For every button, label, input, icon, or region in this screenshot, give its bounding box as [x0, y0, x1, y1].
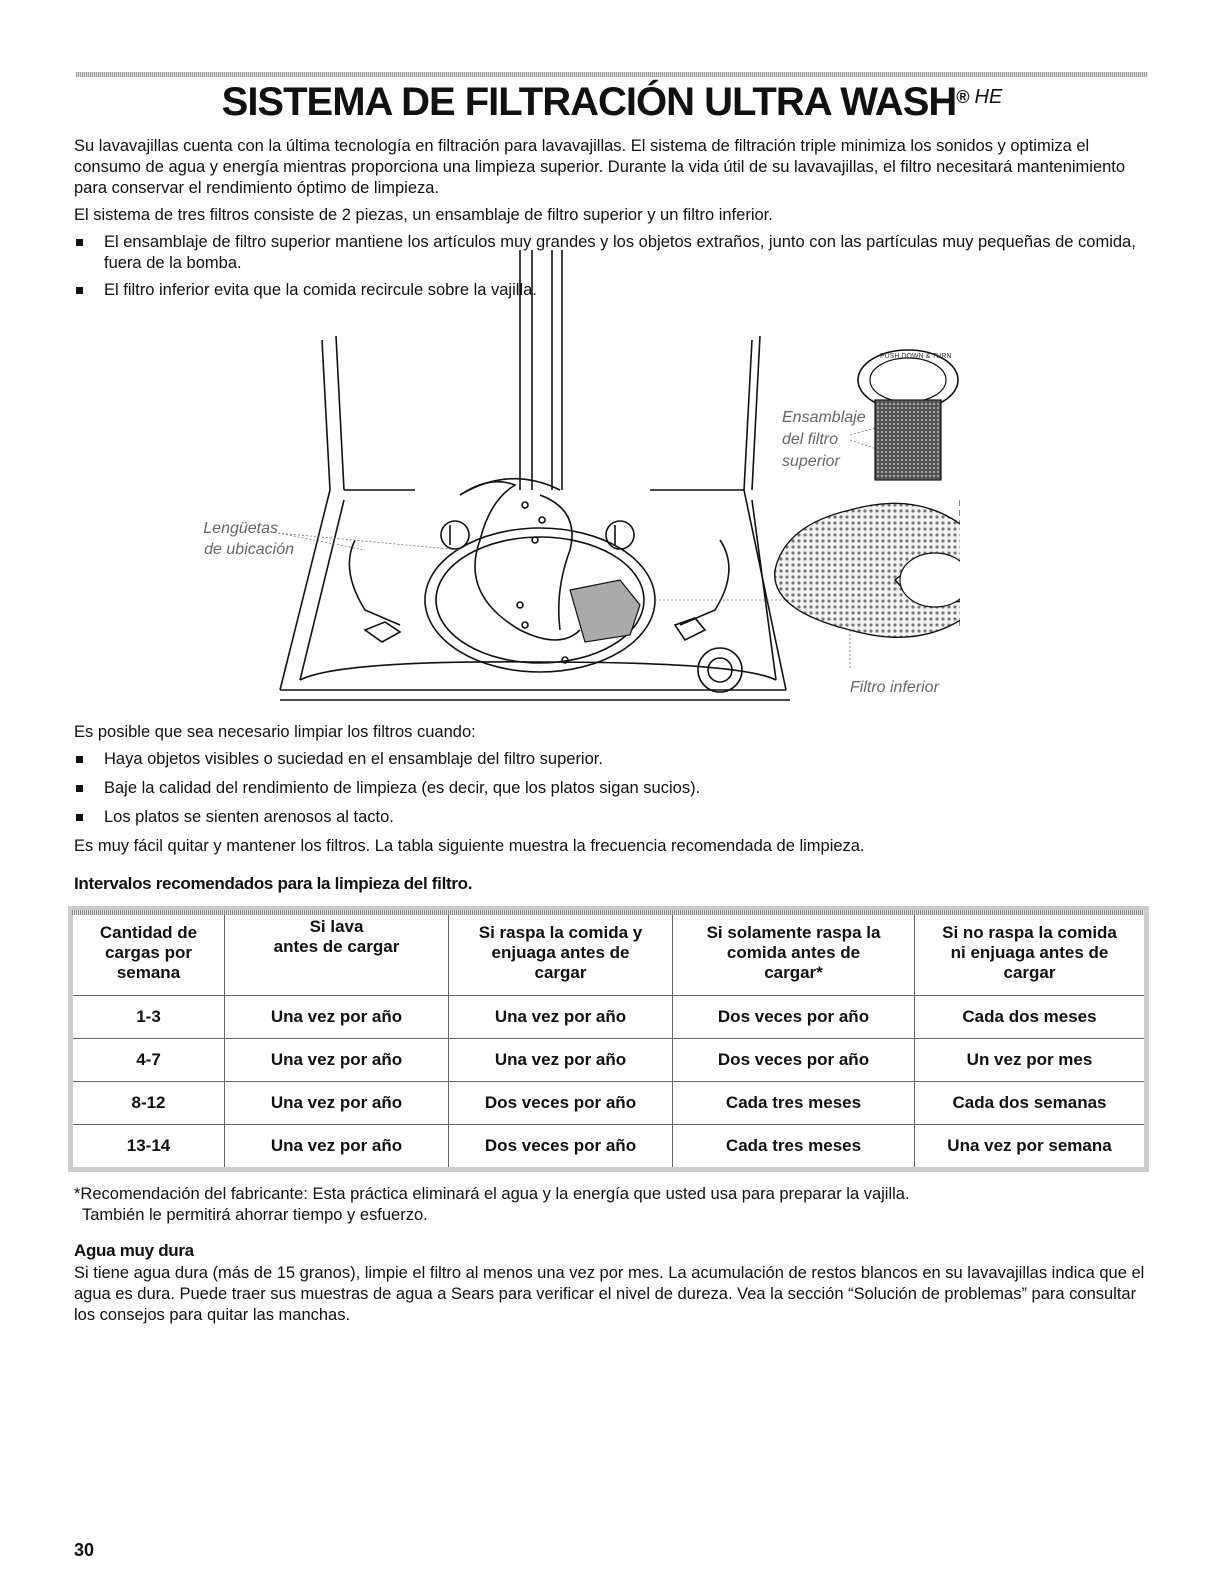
- table-header: Si lava antes de cargar: [225, 911, 449, 996]
- table-header: Si raspa la comida y enjuaga antes de cargar: [449, 911, 673, 996]
- dishwasher-tub: [280, 250, 790, 700]
- table-cell: Una vez por semana: [915, 1125, 1145, 1168]
- clean-when-bullets: [74, 749, 1150, 828]
- footnote-line-2: También le permitirá ahorrar tiempo y esfuerzo.: [82, 1206, 428, 1224]
- table-row: [73, 996, 1145, 1039]
- label-locating-tabs-1: Lengüetas: [203, 520, 278, 537]
- table-cell: Dos veces por año: [449, 1125, 673, 1168]
- table-header: Si no raspa la comida ni enjuaga antes de cargar: [915, 911, 1145, 996]
- table-cell: Una vez por año: [225, 996, 449, 1039]
- table-cell: 8-12: [73, 1082, 225, 1125]
- cleaning-section: [74, 722, 1150, 894]
- table-cell: Una vez por año: [449, 996, 673, 1039]
- list-item: El ensamblaje de filtro superior mantiene los artículos muy grandes y los objetos extraños, junto con las partículas muy pequeñas de comida, fuera de la bomba.: [74, 232, 1150, 274]
- table-cell: 13-14: [73, 1125, 225, 1168]
- interval-table-wrap: [72, 910, 1144, 1168]
- table-cell: 1-3: [73, 996, 225, 1039]
- table-header-row: [73, 911, 1145, 996]
- filter-diagram-svg: [160, 250, 960, 720]
- clean-when-text: Es posible que sea necesario limpiar los filtros cuando:: [74, 723, 476, 741]
- list-item: Los platos se sienten arenosos al tacto.: [74, 807, 1150, 828]
- label-lower-filter: Filtro inferior: [850, 679, 939, 696]
- spray-arm: [349, 479, 742, 692]
- table-row: [73, 1039, 1145, 1082]
- table-cell: Una vez por año: [449, 1039, 673, 1082]
- table-cell: Un vez por mes: [915, 1039, 1145, 1082]
- system-description: El sistema de tres filtros consiste de 2 piezas, un ensamblaje de filtro superior y un filtro inferior.: [74, 206, 773, 224]
- table-cell: Cada tres meses: [673, 1082, 915, 1125]
- label-upper-filter-3: superior: [782, 453, 840, 470]
- table-cell: Dos veces por año: [673, 1039, 915, 1082]
- table-cell: Una vez por año: [225, 1125, 449, 1168]
- table-cell: Cada tres meses: [673, 1125, 915, 1168]
- hard-water-title: Agua muy dura: [74, 1241, 194, 1260]
- table-cell: Una vez por año: [225, 1082, 449, 1125]
- list-item: Haya objetos visibles o suciedad en el ensamblaje del filtro superior.: [74, 749, 1150, 770]
- table-cell: 4-7: [73, 1039, 225, 1082]
- filter-cap-text: PUSH DOWN & TURN: [880, 353, 952, 360]
- top-rule: [76, 72, 1148, 77]
- hard-water-section: [74, 1240, 1150, 1326]
- table-cell: Dos veces por año: [449, 1082, 673, 1125]
- table-row: [73, 1125, 1145, 1168]
- table-cell: Cada dos meses: [915, 996, 1145, 1039]
- table-title: Intervalos recomendados para la limpieza del filtro.: [74, 874, 473, 893]
- table-cell: Dos veces por año: [673, 996, 915, 1039]
- table-header: Cantidad de cargas por semana: [73, 911, 225, 996]
- lower-filter: [775, 503, 960, 637]
- table-row: [73, 1082, 1145, 1125]
- page-number: 30: [74, 1540, 95, 1560]
- table-cell: Una vez por año: [225, 1039, 449, 1082]
- label-upper-filter-1: Ensamblaje: [782, 409, 866, 426]
- filter-cavity: [570, 580, 640, 642]
- table-top-rule: [72, 910, 1144, 915]
- filter-diagram: [160, 250, 960, 720]
- footnote-line-1: *Recomendación del fabricante: Esta práctica eliminará el agua y la energía que usted usa para preparar la vajilla.: [74, 1185, 910, 1203]
- hard-water-text: Si tiene agua dura (más de 15 granos), limpie el filtro al menos una vez por mes. La acumulación de restos blancos en su lavavajillas indica que el agua es dura. Puede traer sus muestras de agua a Sears para verificar el nivel de dureza. Vea la sección “Solución de problemas” para consultar los consejos para quitar las manchas.: [74, 1264, 1145, 1324]
- intro-paragraph: Su lavavajillas cuenta con la última tecnología en filtración para lavavajillas. El sistema de filtración triple minimiza los sonidos y optimiza el consumo de agua y energía mientras proporciona una limpieza superior. Durante la vida útil de su lavavajillas, el filtro necesitará mantenimiento para conservar el rendimiento óptimo de limpieza.: [74, 137, 1126, 197]
- page-title: SISTEMA DE FILTRACIÓN ULTRA $WASH^{® HE}$: [221, 80, 1003, 124]
- easy-text: Es muy fácil quitar y mantener los filtros. La tabla siguiente muestra la frecuencia recomendada de limpieza.: [74, 837, 865, 855]
- list-item: Baje la calidad del rendimiento de limpieza (es decir, que los platos sigan sucios).: [74, 778, 1150, 799]
- label-upper-filter-2: del filtro: [782, 431, 839, 448]
- list-item: El filtro inferior evita que la comida recircule sobre la vajilla.: [74, 280, 1150, 301]
- interval-table: [72, 910, 1145, 1168]
- footnote: [74, 1184, 1150, 1226]
- table-header: Si solamente raspa la comida antes de cargar*: [673, 911, 915, 996]
- table-cell: Cada dos semanas: [915, 1082, 1145, 1125]
- label-locating-tabs-2: de ubicación: [204, 541, 294, 558]
